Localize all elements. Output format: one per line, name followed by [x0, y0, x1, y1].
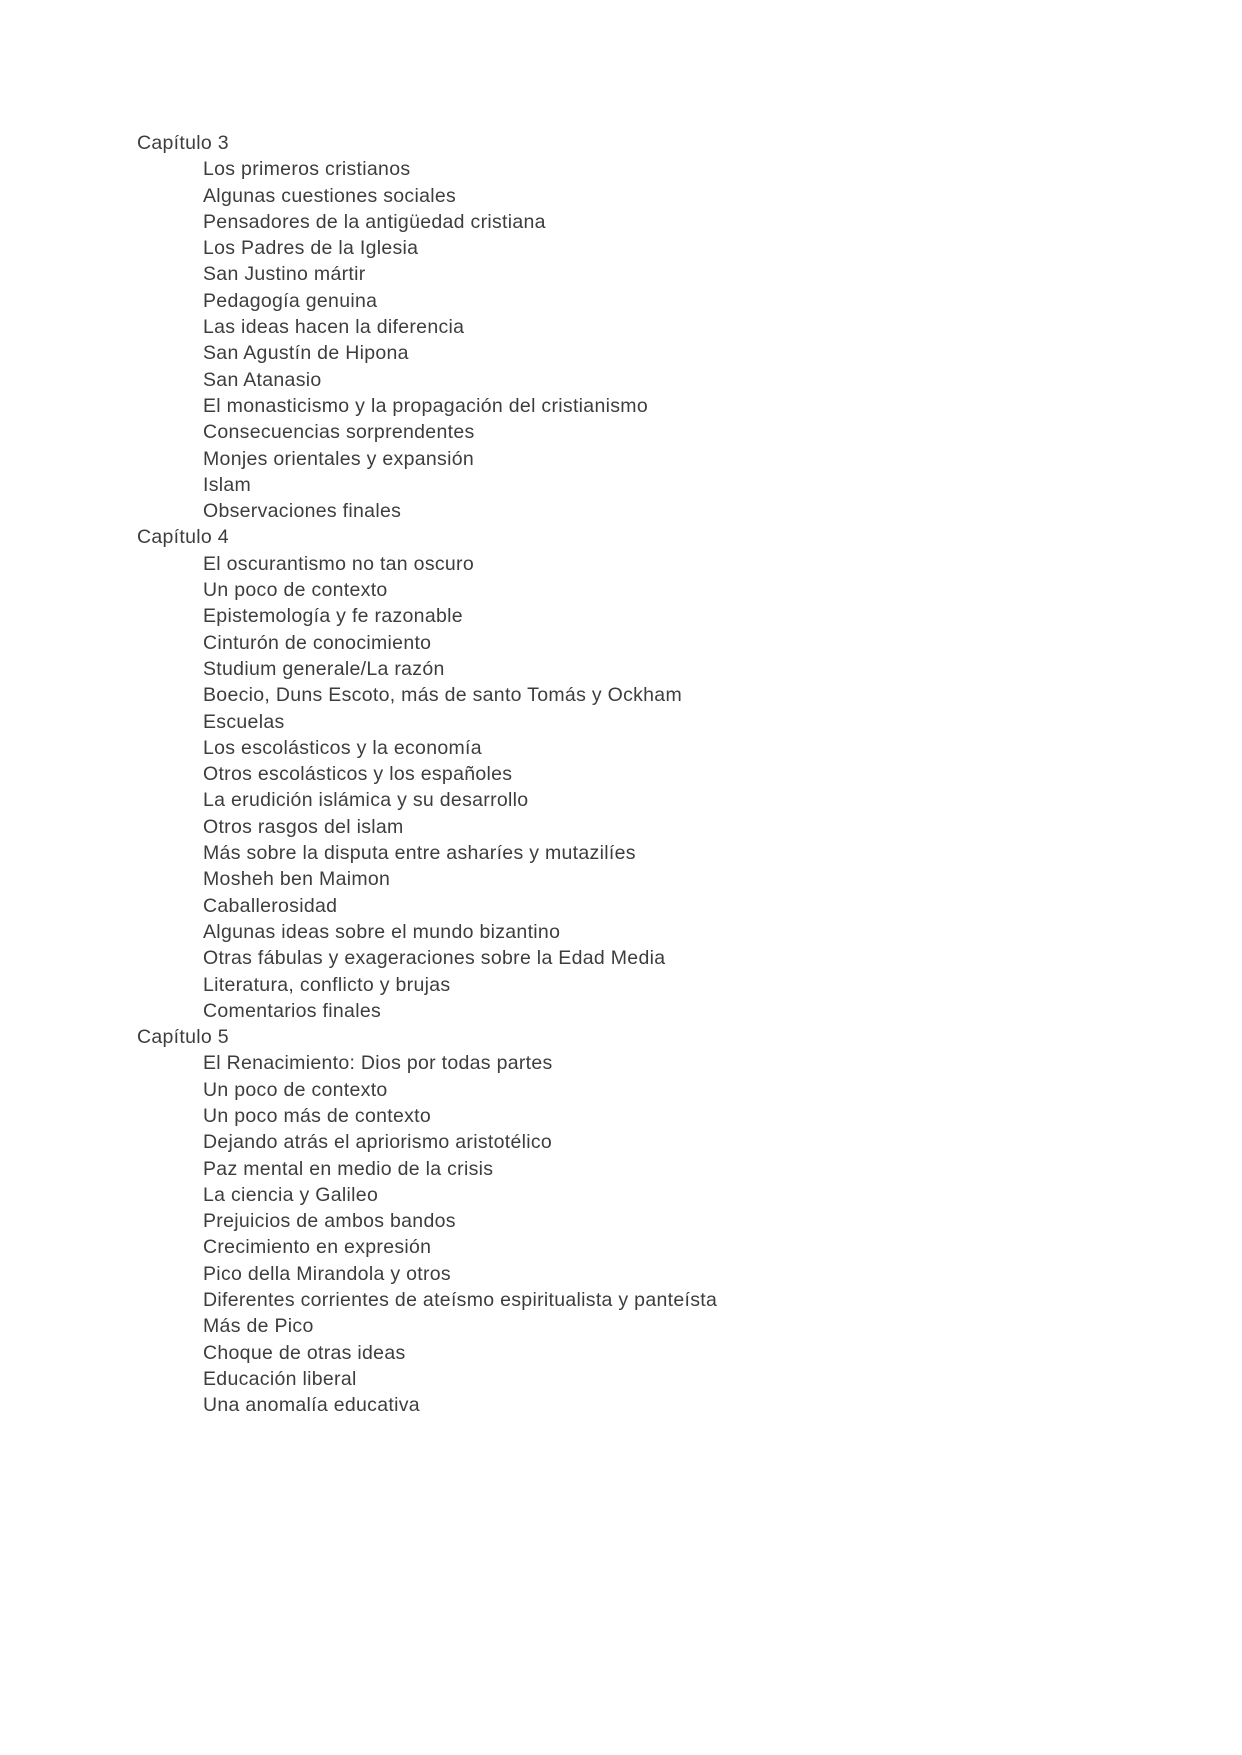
toc-entry: Paz mental en medio de la crisis — [203, 1157, 494, 1180]
toc-entry: Prejuicios de ambos bandos — [203, 1210, 456, 1233]
toc-entry: Más de Pico — [203, 1315, 314, 1338]
toc-entry: Monjes orientales y expansión — [203, 447, 475, 470]
toc-entry: Pedagogía genuina — [203, 289, 378, 312]
toc-entry: Observaciones finales — [203, 500, 402, 523]
toc-entry: Algunas cuestiones sociales — [203, 184, 457, 207]
toc-entry: Caballerosidad — [203, 894, 338, 917]
toc-entry: Los escolásticos y la economía — [203, 736, 482, 759]
chapter-title: Capítulo 3 — [137, 132, 229, 154]
toc-entry: San Agustín de Hipona — [203, 342, 409, 365]
table-of-contents — [137, 130, 1182, 1419]
toc-entry: Pico della Mirandola y otros — [203, 1262, 451, 1285]
toc-entry: El Renacimiento: Dios por todas partes — [203, 1052, 553, 1075]
toc-entry: San Justino mártir — [203, 263, 366, 286]
toc-entry: Algunas ideas sobre el mundo bizantino — [203, 920, 561, 943]
toc-entry: Pensadores de la antigüedad cristiana — [203, 210, 546, 233]
toc-entry: Literatura, conflicto y brujas — [203, 973, 451, 996]
toc-entry: La erudición islámica y su desarrollo — [203, 789, 529, 812]
toc-entry: Otras fábulas y exageraciones sobre la Edad Media — [203, 947, 666, 970]
toc-entry: Choque de otras ideas — [203, 1341, 406, 1364]
chapter-title: Capítulo 5 — [137, 1026, 229, 1049]
toc-entry: Las ideas hacen la diferencia — [203, 316, 465, 339]
toc-entry: Mosheh ben Maimon — [203, 868, 391, 891]
toc-entry: La ciencia y Galileo — [203, 1183, 379, 1206]
toc-entry: Cinturón de conocimiento — [203, 631, 432, 654]
toc-entry: Consecuencias sorprendentes — [203, 421, 475, 444]
toc-entry: Otros escolásticos y los españoles — [203, 763, 513, 786]
toc-entry: Una anomalía educativa — [203, 1394, 420, 1417]
toc-entry: San Atanasio — [203, 368, 322, 391]
chapter-title: Capítulo 4 — [137, 526, 229, 549]
toc-entry: Islam — [203, 473, 252, 496]
toc-entry: Diferentes corrientes de ateísmo espiritualista y panteísta — [203, 1289, 718, 1312]
toc-entry: El monasticismo y la propagación del cristianismo — [203, 394, 648, 417]
toc-entry: Más sobre la disputa entre asharíes y mutazilíes — [203, 842, 636, 865]
toc-entry: Educación liberal — [203, 1367, 357, 1390]
toc-entry: Boecio, Duns Escoto, más de santo Tomás y Ockham — [203, 684, 683, 707]
toc-entry: Otros rasgos del islam — [203, 815, 404, 838]
toc-entry: Un poco más de contexto — [203, 1104, 432, 1127]
toc-entry: Los primeros cristianos — [203, 158, 411, 181]
toc-entry: Crecimiento en expresión — [203, 1236, 432, 1259]
toc-entry: El oscurantismo no tan oscuro — [203, 552, 474, 575]
toc-entry: Escuelas — [203, 710, 285, 733]
toc-entry: Un poco de contexto — [203, 1078, 388, 1101]
toc-entry: Dejando atrás el apriorismo aristotélico — [203, 1131, 553, 1154]
toc-entry: Los Padres de la Iglesia — [203, 237, 419, 260]
toc-entry: Un poco de contexto — [203, 579, 388, 602]
toc-entry: Epistemología y fe razonable — [203, 605, 463, 628]
toc-entry: Studium generale/La razón — [203, 657, 445, 680]
toc-entry: Comentarios finales — [203, 999, 382, 1022]
